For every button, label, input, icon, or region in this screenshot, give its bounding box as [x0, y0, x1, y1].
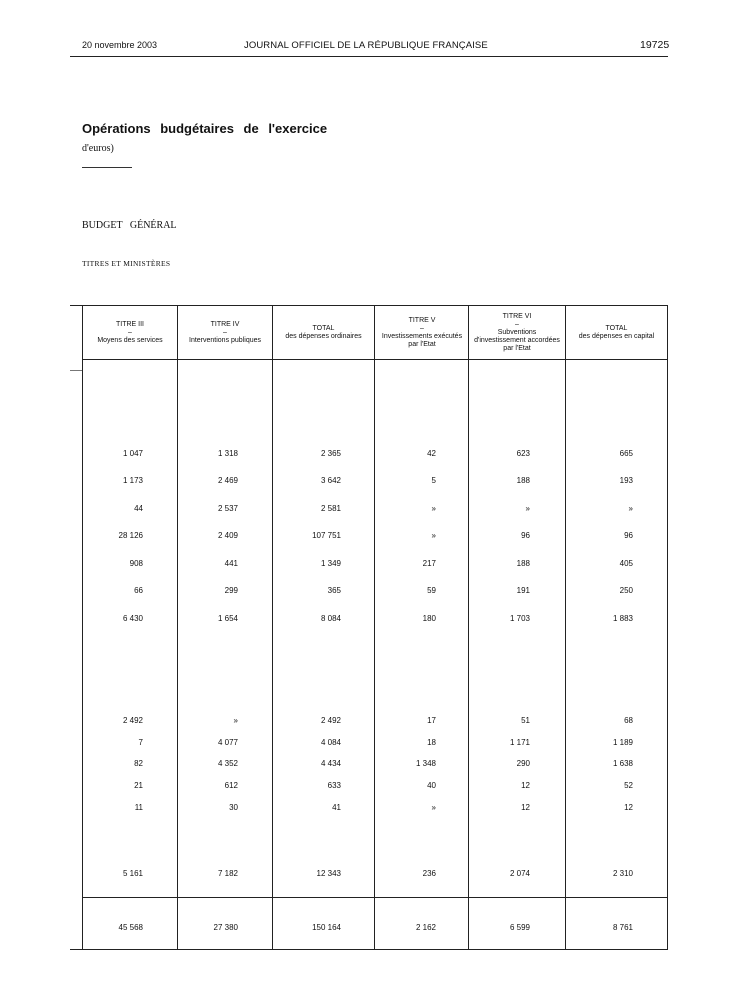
table-cell: 2 074: [509, 869, 530, 878]
total-cell: 2 162: [415, 923, 436, 932]
total-cell: 6 599: [509, 923, 530, 932]
column-header: [83, 306, 177, 359]
table-cell: 12: [521, 781, 530, 790]
header-date: 20 novembre 2003: [82, 40, 158, 50]
table-cell: 188: [516, 559, 530, 568]
column-header-dash: –: [515, 320, 519, 328]
table-cell: 4 352: [217, 759, 238, 768]
column-header-dash: –: [223, 328, 227, 336]
table-cell: 2 409: [217, 531, 238, 540]
table-cell: 68: [624, 716, 633, 725]
column-header: [474, 306, 560, 359]
table-cell: 41: [332, 803, 341, 812]
table-cell: 40: [427, 781, 436, 790]
column-header-title: TOTAL: [605, 324, 628, 332]
table-cell: 51: [521, 716, 530, 725]
column-header: [380, 306, 464, 359]
table-cell: 188: [516, 476, 530, 485]
column-header-title: TITRE VI: [502, 312, 532, 320]
total-cell: 8 761: [612, 923, 633, 932]
table-cell: 633: [327, 781, 341, 790]
table-cell: 107 751: [312, 531, 341, 540]
column-header-desc: Interventions publiques: [189, 336, 261, 344]
table-cell: 1 171: [509, 738, 530, 747]
table-header-rule: [82, 359, 668, 360]
column-header-dash: –: [128, 328, 132, 336]
column-header-desc: Investissements exécutés par l'Etat: [381, 332, 463, 348]
table-cell: 5 161: [122, 869, 143, 878]
table-cell: 28 126: [118, 531, 143, 540]
table-cell: 191: [516, 586, 530, 595]
table-cell: 11: [134, 803, 143, 812]
header-page-number: 19725: [640, 39, 670, 51]
table-cell: »: [431, 504, 436, 513]
table-cell: 96: [624, 531, 633, 540]
table-cell: 6 430: [122, 614, 143, 623]
column-divider: [82, 305, 83, 950]
table-cell: 2 537: [217, 504, 238, 513]
table-cell: 2 365: [320, 449, 341, 458]
page-title: Opérations budgétaires de l'exercice: [82, 121, 328, 136]
column-header-desc: des dépenses en capital: [578, 332, 655, 340]
total-cell: 45 568: [118, 923, 143, 932]
column-header: [178, 306, 272, 359]
table-cell: 250: [619, 586, 633, 595]
table-cell: 1 173: [122, 476, 143, 485]
table-cell: 217: [422, 559, 436, 568]
table-cell: 1 703: [509, 614, 530, 623]
total-cell: 27 380: [213, 923, 238, 932]
page-subtitle: d'euros): [82, 143, 114, 154]
table-cell: 236: [422, 869, 436, 878]
table-cell: 96: [521, 531, 530, 540]
table-cell: 82: [134, 759, 143, 768]
table-cell: »: [628, 504, 633, 513]
table-cell: 12: [624, 803, 633, 812]
table-cell: 7: [138, 738, 143, 747]
table-cell: 66: [134, 586, 143, 595]
table-cell: 42: [427, 449, 436, 458]
table-cell: 4 084: [320, 738, 341, 747]
section-label: TITRES ET MINISTÈRES: [82, 259, 171, 268]
table-cell: 180: [422, 614, 436, 623]
table-cell: 17: [427, 716, 436, 725]
table-cell: 44: [134, 504, 143, 513]
table-cell: 8 084: [320, 614, 341, 623]
column-header-desc: Subventions d'investissement accordées par l'Etat: [474, 328, 560, 352]
table-cell: 193: [619, 476, 633, 485]
column-header: [566, 306, 667, 359]
column-header-desc: Moyens des services: [97, 336, 163, 344]
table-cell: 5: [431, 476, 436, 485]
table-cell: 21: [134, 781, 143, 790]
stub-mark: [70, 370, 82, 371]
column-header: [273, 306, 374, 359]
table-total-rule: [82, 897, 668, 898]
column-header-desc: des dépenses ordinaires: [285, 332, 362, 340]
table-cell: 1 638: [612, 759, 633, 768]
table-cell: 612: [224, 781, 238, 790]
table-cell: 405: [619, 559, 633, 568]
table-cell: 908: [129, 559, 143, 568]
column-divider: [565, 305, 566, 950]
table-cell: 623: [516, 449, 530, 458]
header-rule: [70, 56, 668, 57]
table-cell: 4 434: [320, 759, 341, 768]
column-divider: [374, 305, 375, 950]
table-cell: 52: [624, 781, 633, 790]
table-bottom-rule: [70, 949, 668, 950]
table-cell: 365: [327, 586, 341, 595]
table-cell: 299: [224, 586, 238, 595]
table-cell: 2 492: [122, 716, 143, 725]
table-cell: 2 492: [320, 716, 341, 725]
total-cell: 150 164: [312, 923, 341, 932]
table-cell: 30: [229, 803, 238, 812]
table-cell: 2 469: [217, 476, 238, 485]
column-header-title: TOTAL: [312, 324, 335, 332]
table-cell: »: [233, 716, 238, 725]
table-cell: 441: [224, 559, 238, 568]
column-divider: [272, 305, 273, 950]
budget-label: BUDGET GÉNÉRAL: [82, 220, 177, 231]
column-header-title: TITRE III: [116, 320, 144, 328]
table-cell: 3 642: [320, 476, 341, 485]
table-cell: 1 349: [320, 559, 341, 568]
table-cell: 59: [427, 586, 436, 595]
table-cell: 12: [521, 803, 530, 812]
column-divider: [468, 305, 469, 950]
table-cell: 1 348: [415, 759, 436, 768]
header-journal-title: JOURNAL OFFICIEL DE LA RÉPUBLIQUE FRANÇAISE: [244, 40, 488, 51]
table-cell: 1 654: [217, 614, 238, 623]
column-divider: [667, 305, 668, 950]
table-cell: »: [431, 531, 436, 540]
column-header-dash: –: [420, 324, 424, 332]
table-cell: »: [431, 803, 436, 812]
table-cell: 1 883: [612, 614, 633, 623]
table-cell: 7 182: [217, 869, 238, 878]
table-cell: 4 077: [217, 738, 238, 747]
table-cell: 1 189: [612, 738, 633, 747]
table-cell: »: [525, 504, 530, 513]
table-cell: 2 310: [612, 869, 633, 878]
column-header-title: TITRE V: [408, 316, 436, 324]
table-cell: 18: [427, 738, 436, 747]
column-divider: [177, 305, 178, 950]
table-cell: 12 343: [316, 869, 341, 878]
title-rule: [82, 167, 132, 168]
table-cell: 1 047: [122, 449, 143, 458]
table-cell: 1 318: [217, 449, 238, 458]
table-cell: 2 581: [320, 504, 341, 513]
column-header-title: TITRE IV: [210, 320, 240, 328]
table-cell: 665: [619, 449, 633, 458]
table-cell: 290: [516, 759, 530, 768]
